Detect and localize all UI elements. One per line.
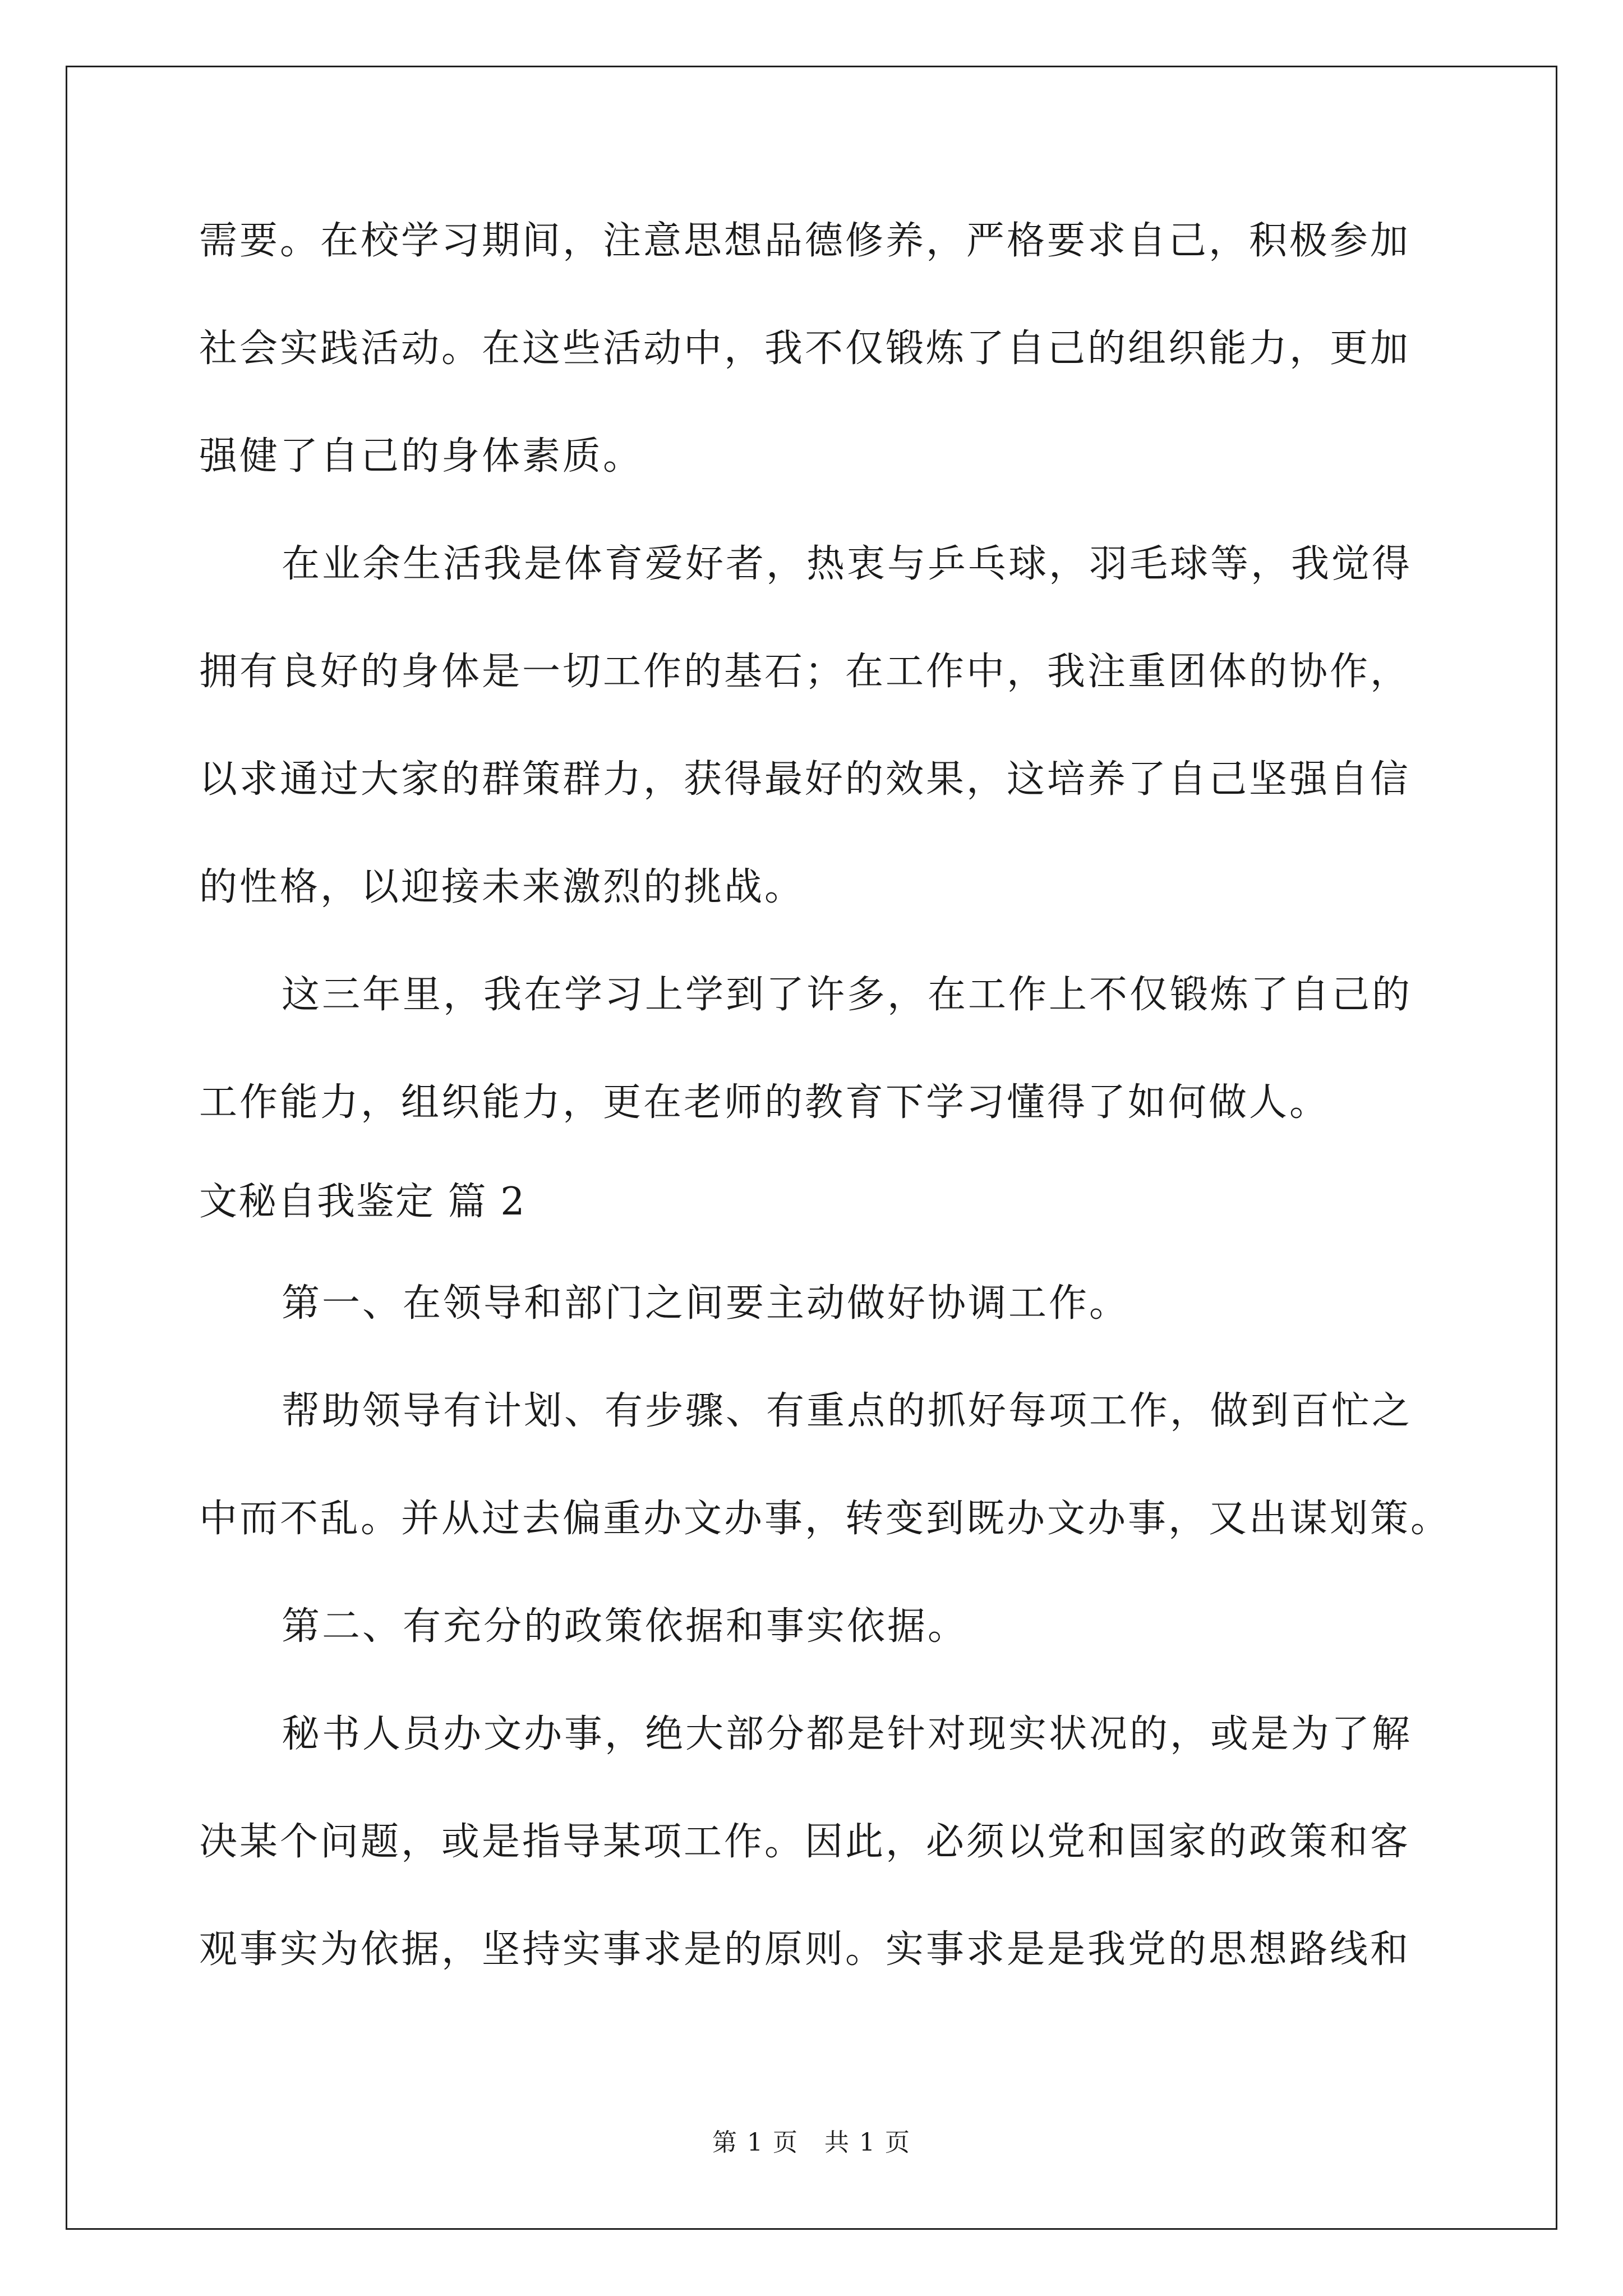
- paragraph-line: 需要。在校学习期间，注意思想品德修养，严格要求自己，积极参加: [199, 219, 1411, 263]
- paragraph-line: 帮助领导有计划、有步骤、有重点的抓好每项工作，做到百忙之: [282, 1389, 1413, 1433]
- paragraph-line: 拥有良好的身体是一切工作的基石；在工作中，我注重团体的协作，: [199, 650, 1411, 694]
- page-number: 第 1 页 共 1 页: [712, 2128, 911, 2157]
- paragraph-line: 这三年里，我在学习上学到了许多，在工作上不仅锻炼了自己的: [282, 973, 1413, 1017]
- paragraph-line: 观事实为依据，坚持实事求是的原则。实事求是是我党的思想路线和: [199, 1927, 1411, 1972]
- paragraph-line: 第二、有充分的政策依据和事实依据。: [282, 1604, 969, 1649]
- section-heading: 文秘自我鉴定 篇 2: [199, 1180, 526, 1224]
- paragraph-line: 以求通过大家的群策群力，获得最好的效果，这培养了自己坚强自信: [199, 757, 1411, 802]
- paragraph-line: 工作能力，组织能力，更在老师的教育下学习懂得了如何做人。: [199, 1080, 1330, 1125]
- paragraph-line: 秘书人员办文办事，绝大部分都是针对现实状况的，或是为了解: [282, 1712, 1413, 1756]
- paragraph-line: 第一、在领导和部门之间要主动做好协调工作。: [282, 1281, 1130, 1326]
- paragraph-line: 在业余生活我是体育爱好者，热衷与乒乓球，羽毛球等，我觉得: [282, 542, 1413, 586]
- paragraph-line: 社会实践活动。在这些活动中，我不仅锻炼了自己的组织能力，更加: [199, 326, 1411, 371]
- paragraph-line: 的性格，以迎接未来激烈的挑战。: [199, 865, 805, 909]
- page-border: [66, 66, 1557, 2230]
- paragraph-line: 强健了自己的身体素质。: [199, 434, 644, 478]
- paragraph-line: 中而不乱。并从过去偏重办文办事，转变到既办文办事，又出谋划策。: [199, 1497, 1451, 1541]
- paragraph-line: 决某个问题，或是指导某项工作。因此，必须以党和国家的政策和客: [199, 1820, 1411, 1864]
